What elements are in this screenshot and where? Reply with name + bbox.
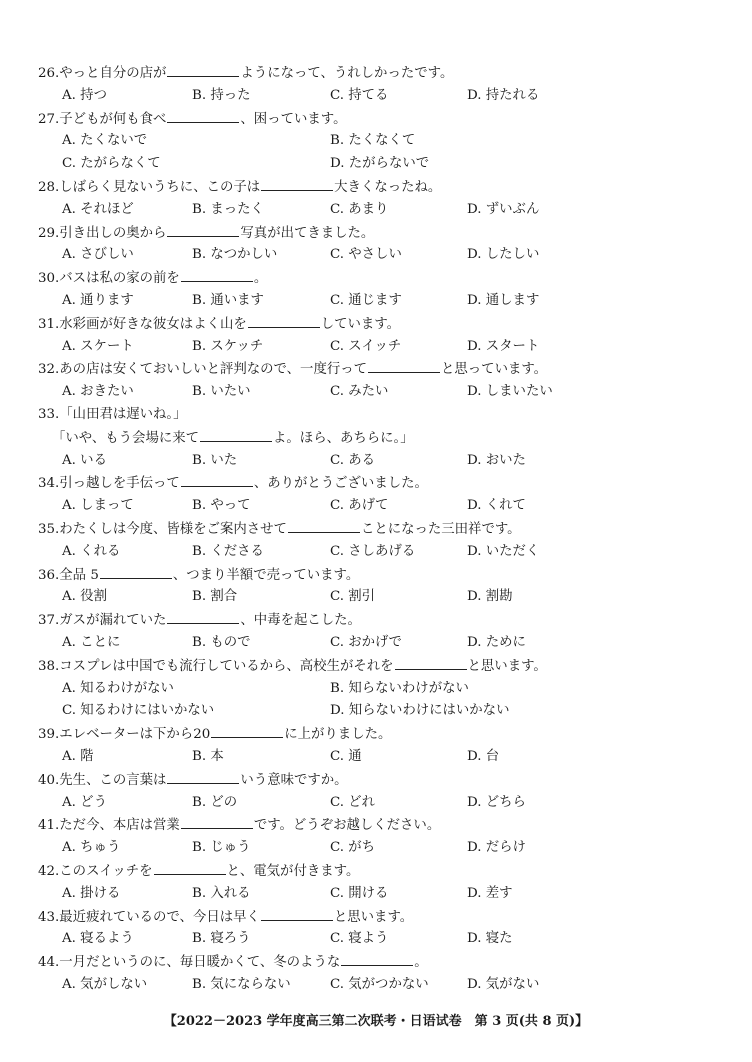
stem-text-after: と思っています。 [441, 362, 548, 378]
page-footer: 【2022－2023 学年度高三第二次联考・日语试卷 第 3 页(共 8 页)】 [163, 1014, 589, 1029]
option-c: C. がち [330, 840, 376, 856]
option-c: C. 寝よう [330, 931, 389, 947]
option-b: B. まったく [192, 201, 264, 217]
option-d: D. したしい [467, 247, 540, 263]
option-c: C. あげて [330, 498, 389, 514]
options-row [62, 452, 702, 470]
option-d: D. 差す [467, 885, 513, 901]
option-b: B. 本 [192, 749, 224, 764]
stem-text-before: 44.一月だというのに、毎日暖かくて、冬のような [38, 955, 341, 971]
question-stem [52, 429, 732, 448]
answer-blank [167, 224, 239, 237]
option-a: A. いる [62, 452, 107, 468]
option-c: C. 開ける [330, 885, 389, 901]
stem-text-after: と思います。 [333, 909, 414, 925]
stem-text-before: 「いや、もう会場に来て [52, 430, 200, 446]
question-stem [38, 657, 718, 676]
options-row [62, 885, 702, 903]
options-row [62, 702, 702, 720]
option-b: B. いた [192, 452, 238, 468]
option-d: D. 知らないわけにはいかない [330, 703, 510, 719]
option-d: D. くれて [467, 498, 526, 514]
options-row [62, 338, 702, 356]
stem-text-after: しています。 [320, 316, 401, 332]
stem-text-before: 35.わたくしは今度、皆様をご案内させて [38, 522, 287, 537]
option-b: B. くださる [192, 543, 264, 559]
question-stem [38, 862, 718, 881]
question-stem [38, 908, 718, 927]
option-a: A. それほど [62, 201, 134, 217]
option-a: A. 通ります [62, 293, 134, 308]
option-d: D. たがらないで [330, 156, 430, 172]
option-b: B. たくなくて [330, 133, 416, 149]
option-b: B. 寝ろう [192, 931, 251, 947]
options-row [62, 543, 702, 561]
question-stem [38, 566, 718, 585]
options-row [62, 748, 702, 766]
answer-blank [261, 178, 333, 191]
question-stem [38, 110, 718, 129]
stem-text-after: 、ありがとうございました。 [253, 476, 428, 492]
option-c: C. たがらなくて [62, 156, 161, 172]
stem-text-before: 26.やっと自分の店が [38, 66, 167, 81]
stem-text-after: よ。ほら、あちらに。」 [273, 430, 414, 446]
stem-text-after: ようになって、うれしかったです。 [240, 66, 454, 81]
option-b: B. もので [192, 635, 251, 650]
option-d: D. しまいたい [467, 384, 553, 400]
stem-text-before: 33.「山田君は遅いね。」 [38, 407, 187, 422]
option-a: A. どう [62, 794, 107, 810]
options-row [62, 930, 702, 948]
option-c: C. おかげで [330, 635, 402, 650]
answer-blank [100, 566, 172, 579]
stem-text-before: 30.バスは私の家の前を [38, 271, 180, 287]
question-stem [38, 360, 718, 379]
option-d: D. おいた [467, 452, 526, 468]
options-row [62, 588, 702, 606]
stem-text-before: 27.子どもが何も食べ [38, 111, 167, 127]
option-c: C. やさしい [330, 247, 402, 263]
stem-text-after: 写真が出てきました。 [240, 225, 375, 241]
stem-text-before: 36.全品 5 [38, 567, 99, 583]
stem-text-after: 。 [253, 271, 268, 287]
answer-blank [200, 429, 272, 442]
option-a: A. たくないで [62, 133, 148, 149]
answer-blank [181, 474, 253, 487]
option-b: B. 通います [192, 293, 264, 308]
option-b: B. どの [192, 794, 238, 810]
option-a: A. さびしい [62, 247, 134, 263]
answer-blank [167, 771, 239, 784]
answer-blank [368, 360, 440, 373]
option-a: A. ちゅう [62, 840, 121, 856]
stem-text-after: 。 [414, 955, 428, 971]
option-b: B. 持った [192, 87, 251, 103]
question-stem [38, 474, 718, 493]
stem-text-before: 34.引っ越しを手伝って [38, 476, 180, 492]
option-d: D. ために [467, 635, 526, 650]
question-stem [38, 64, 718, 83]
question-stem [38, 771, 718, 790]
answer-blank [167, 611, 239, 624]
stem-text-after: 大きくなったね。 [334, 180, 442, 195]
answer-blank [154, 862, 226, 875]
answer-blank [395, 657, 467, 670]
option-d: D. 寝た [467, 931, 513, 947]
options-row [62, 201, 702, 219]
option-a: A. 寝るよう [62, 931, 134, 947]
answer-blank [261, 908, 333, 921]
option-c: C. あまり [330, 201, 389, 217]
options-row [62, 634, 702, 652]
answer-blank [167, 64, 239, 77]
option-d: D. 持たれる [467, 87, 540, 103]
option-c: C. さしあげる [330, 543, 416, 559]
question-stem [38, 816, 718, 835]
answer-blank [181, 269, 253, 282]
option-a: A. 階 [62, 749, 94, 764]
stem-text-before: 39.エレベーターは下から20 [38, 727, 211, 743]
stem-text-after: です。どうぞお越しください。 [253, 818, 441, 834]
option-c: C. 気がつかない [330, 977, 429, 992]
stem-text-after: 、中毒を起こした。 [240, 613, 361, 629]
question-stem [38, 406, 718, 424]
option-b: B. 入れる [192, 885, 251, 901]
stem-text-after: と思います。 [467, 658, 547, 674]
question-stem [38, 269, 718, 288]
option-c: C. みたい [330, 384, 389, 400]
options-row [62, 794, 702, 812]
stem-text-before: 31.水彩画が好きな彼女はよく山を [38, 316, 247, 332]
option-b: B. やって [192, 498, 251, 514]
answer-blank [167, 110, 239, 123]
option-b: B. 知らないわけがない [330, 680, 469, 696]
stem-text-after: に上がりました。 [284, 727, 392, 743]
option-d: D. スタート [467, 338, 540, 354]
option-c: C. 割引 [330, 589, 376, 605]
option-a: A. ことに [62, 635, 121, 650]
option-d: D. 台 [467, 749, 500, 764]
option-d: D. いただく [467, 543, 540, 559]
option-c: C. 通じます [330, 293, 402, 308]
options-row [62, 132, 702, 150]
stem-text-before: 40.先生、この言葉は [38, 772, 167, 788]
option-a: A. おきたい [62, 384, 134, 400]
stem-text-after: 、困っています。 [240, 111, 347, 127]
option-d: D. 気がない [467, 977, 540, 992]
option-a: A. 役割 [62, 589, 107, 605]
options-row [62, 246, 702, 264]
options-row [62, 155, 702, 173]
question-stem [38, 725, 718, 744]
option-c: C. ある [330, 452, 376, 468]
option-c: C. スイッチ [330, 338, 402, 354]
question-stem [38, 611, 718, 630]
question-stem [38, 520, 718, 539]
option-a: A. 掛ける [62, 885, 121, 901]
option-b: B. 気にならない [192, 977, 291, 992]
stem-text-after: と、電気が付きます。 [226, 864, 360, 879]
stem-text-before: 41.ただ今、本店は営業 [38, 818, 180, 834]
option-a: A. 持つ [62, 87, 107, 103]
question-stem [38, 315, 718, 334]
stem-text-before: 42.このスイッチを [38, 864, 153, 879]
option-d: D. どちら [467, 794, 526, 810]
option-a: A. スケート [62, 338, 134, 354]
stem-text-before: 38.コスプレは中国でも流行しているから、高校生がそれを [38, 658, 394, 674]
answer-blank [181, 816, 253, 829]
option-d: D. だらけ [467, 840, 526, 856]
stem-text-before: 32.あの店は安くておいしいと評判なので、一度行って [38, 362, 368, 378]
option-c: C. 通 [330, 749, 362, 764]
question-stem [38, 224, 718, 243]
question-stem [38, 178, 718, 197]
options-row [62, 497, 702, 515]
stem-text-after: いう意味ですか。 [240, 772, 348, 788]
options-row [62, 839, 702, 857]
option-c: C. どれ [330, 794, 376, 810]
option-b: B. いたい [192, 384, 251, 400]
options-row [62, 87, 702, 105]
option-d: D. ずいぶん [467, 201, 540, 217]
option-a: A. 知るわけがない [62, 680, 174, 696]
stem-text-after: ことになった三田祥です。 [360, 522, 521, 537]
option-c: C. 知るわけにはいかない [62, 703, 215, 719]
answer-blank [248, 315, 320, 328]
option-b: B. スケッチ [192, 338, 264, 354]
option-d: D. 通します [467, 293, 540, 308]
option-b: B. 割合 [192, 589, 238, 605]
stem-text-before: 29.引き出しの奥から [38, 225, 167, 241]
question-stem [38, 953, 718, 972]
option-c: C. 持てる [330, 87, 389, 103]
answer-blank [211, 725, 283, 738]
options-row [62, 976, 702, 994]
options-row [62, 383, 702, 401]
stem-text-before: 43.最近疲れているので、今日は早く [38, 909, 260, 925]
stem-text-before: 28.しばらく見ないうちに、この子は [38, 180, 261, 195]
option-a: A. 気がしない [62, 977, 148, 992]
option-b: B. じゅう [192, 840, 251, 856]
answer-blank [341, 953, 413, 966]
option-b: B. なつかしい [192, 247, 278, 263]
options-row [62, 680, 702, 698]
options-row [62, 292, 702, 310]
option-a: A. しまって [62, 498, 134, 514]
option-d: D. 割勘 [467, 589, 513, 605]
answer-blank [288, 520, 360, 533]
stem-text-before: 37.ガスが漏れていた [38, 613, 167, 629]
option-a: A. くれる [62, 543, 121, 559]
stem-text-after: 、つまり半額で売っています。 [172, 567, 360, 583]
